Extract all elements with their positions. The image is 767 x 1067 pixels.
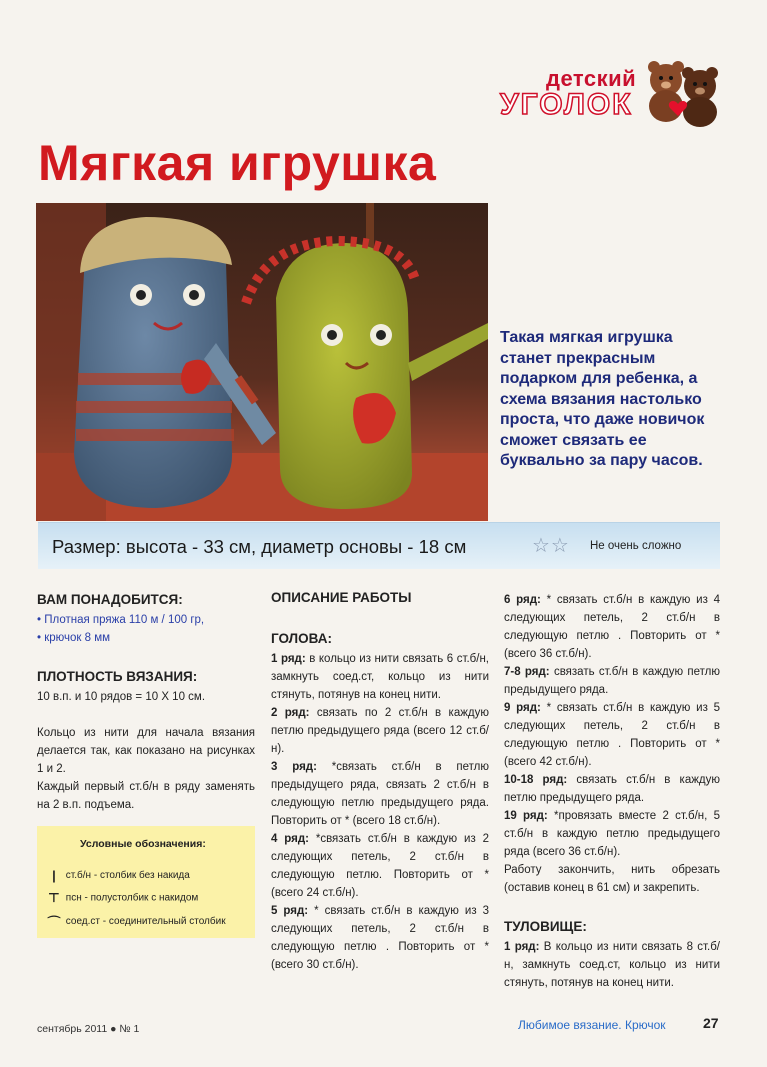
materials-heading: ВАМ ПОНАДОБИТСЯ: bbox=[37, 592, 183, 607]
row-instruction: 2 ряд: связать по 2 ст.б/н в каждую петлю предыдущего ряда (всего 12 ст.б/н). bbox=[271, 707, 489, 755]
column-continued bbox=[504, 591, 720, 992]
head-heading: ГОЛОВА: bbox=[271, 631, 332, 646]
magazine-name: Любимое вязание. Крючок bbox=[518, 1018, 666, 1032]
row-instruction: 1 ряд: в кольцо из нити связать 6 ст.б/н, замкнуть соед.ст, кольцо из нити стянуть, потянув на конец нити. bbox=[271, 653, 489, 701]
row-instruction: 7-8 ряд: связать ст.б/н в каждую петлю предыдущего ряда. bbox=[504, 666, 720, 696]
teddy-bears-icon bbox=[638, 58, 730, 128]
size-text: Размер: высота - 33 см, диаметр основы - 18 см bbox=[52, 536, 467, 557]
difficulty-label: Не очень сложно bbox=[590, 540, 682, 552]
lead-text: Такая мягкая игрушка станет прекрасным подарком для ребенка, а схема вязания настолько проста, что даже новичок сможет связать ее буквально за пару часов. bbox=[500, 329, 705, 469]
row-instruction: 9 ряд: * связать ст.б/н в каждую из 5 следующих петель, 2 ст.б/н в следующую петлю . Повторить от * (всего 42 ст.б/н). bbox=[504, 702, 721, 768]
body-heading: ТУЛОВИЩЕ: bbox=[504, 919, 587, 934]
legend-item: ⌒ соед.ст - соединительный столбик bbox=[45, 912, 226, 931]
arc-icon: ⌒ bbox=[47, 915, 61, 930]
vertical-bar-icon: | bbox=[52, 868, 56, 883]
legend-item: ⊤ псн - полустолбик с накидом bbox=[45, 890, 198, 906]
row-instruction: 5 ряд: * связать ст.б/н в каждую из 3 следующих петель, 2 ст.б/н в следующую петлю . Повторить от * (всего 30 ст.б/н). bbox=[271, 905, 490, 971]
row-instruction: 6 ряд: * связать ст.б/н в каждую из 4 следующих петель, 2 ст.б/н в следующую петлю . Повторить от * (всего 36 ст.б/н). bbox=[504, 594, 721, 660]
density-text: 10 в.п. и 10 рядов = 10 Х 10 см. bbox=[37, 691, 206, 703]
page-number: 27 bbox=[703, 1015, 719, 1031]
column-work-description bbox=[271, 590, 489, 974]
t-shape-icon: ⊤ bbox=[48, 890, 60, 905]
row-instruction: 19 ряд: *провязать вместе 2 ст.б/н, 5 ст.б/н в каждую петлю предыдущего ряда (всего 36 ст.б/н). bbox=[504, 810, 720, 858]
material-item: • крючок 8 мм bbox=[37, 632, 111, 644]
row-instruction: 10-18 ряд: связать ст.б/н в каждую петлю предыдущего ряда. bbox=[504, 774, 720, 804]
row-instruction: 1 ряд: В кольцо из нити связать 8 ст.б/н, замкнуть соед.ст, кольцо из нити стянуть, потянув на конец нити. bbox=[504, 941, 720, 989]
chain-instructions: Каждый первый ст.б/н в ряду заменять на 2 в.п. подъема. bbox=[37, 781, 255, 811]
size-bar bbox=[38, 522, 720, 569]
column-materials bbox=[37, 592, 255, 814]
ring-instructions: Кольцо из нити для начала вязания делается так, как показано на рисунках 1 и 2. bbox=[37, 727, 255, 775]
brand-line2: УГОЛОК bbox=[500, 88, 633, 121]
row-instruction: 3 ряд: *связать ст.б/н в петлю предыдущего ряда, связать 2 ст.б/н в следующую петлю предыдущего ряда. Повторить от * (всего 18 ст.б/н). bbox=[271, 761, 489, 827]
brand-line1: детский bbox=[546, 66, 637, 91]
page-title: Мягкая игрушка bbox=[38, 135, 437, 191]
density-heading: ПЛОТНОСТЬ ВЯЗАНИЯ: bbox=[37, 669, 198, 684]
legend-box bbox=[37, 826, 255, 938]
section-brand bbox=[500, 58, 730, 128]
material-item: • Плотная пряжа 110 м / 100 гр, bbox=[37, 614, 205, 626]
toys-photo bbox=[36, 203, 488, 521]
issue-info: сентябрь 2011 ● № 1 bbox=[37, 1023, 140, 1035]
work-heading: ОПИСАНИЕ РАБОТЫ bbox=[271, 590, 412, 605]
difficulty-stars-icon: ☆☆ bbox=[532, 535, 570, 557]
legend-title: Условные обозначения: bbox=[80, 838, 206, 850]
finish-instruction: Работу закончить, нить обрезать (оставив конец в 61 см) и закрепить. bbox=[504, 864, 720, 894]
row-instruction: 4 ряд: *связать ст.б/н в каждую из 2 следующих петель, 2 ст.б/н в следующую петлю. Повторить от * (всего 24 ст.б/н). bbox=[271, 833, 489, 899]
legend-item: | ст.б/н - столбик без накида bbox=[45, 868, 190, 883]
